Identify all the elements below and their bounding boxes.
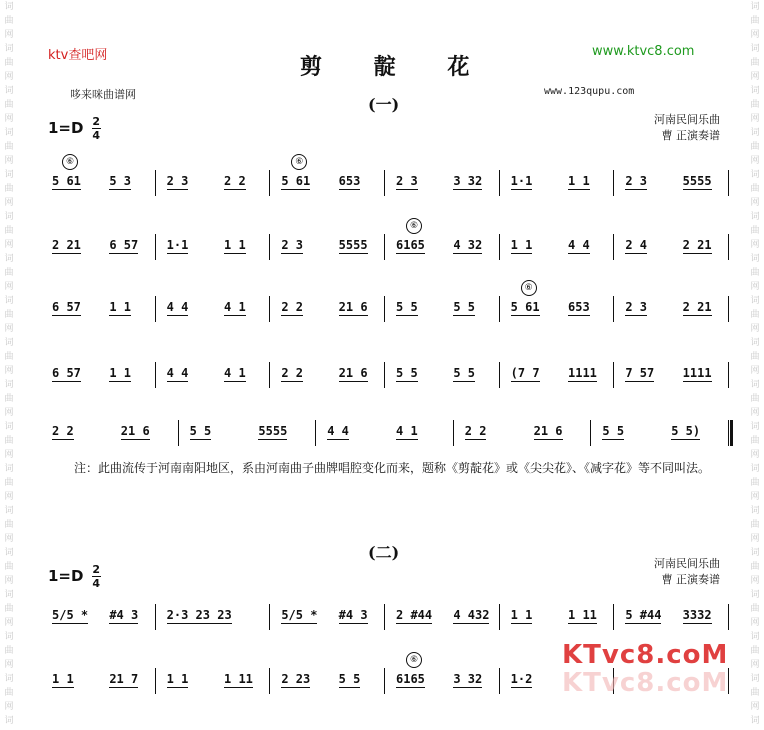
measure-beat: 1 11	[224, 672, 253, 686]
score-row	[46, 362, 734, 388]
measure-beat: 1111	[682, 366, 712, 380]
key-text: 1=D	[48, 119, 84, 137]
measure-beat: 2 3	[166, 174, 189, 188]
side-watermark-char: 曲	[750, 58, 760, 68]
side-watermark-char: 网	[4, 492, 14, 502]
side-watermark-char: 词	[4, 2, 14, 12]
measure-beat: 2 2	[281, 366, 304, 380]
side-watermark-char: 曲	[4, 520, 14, 530]
measure-beat: 6 57	[52, 366, 81, 380]
side-watermark-char: 词	[4, 716, 14, 726]
measure-beat: 653	[568, 300, 590, 314]
side-watermark-char: 网	[4, 618, 14, 628]
measure-beat: 4 4	[327, 424, 349, 438]
measure-beat: 2 #44	[396, 608, 433, 622]
measure-beat: 21 7	[109, 672, 139, 686]
side-watermark-char: 网	[750, 492, 760, 502]
measure-beat: 2 3	[281, 238, 304, 252]
measure-beat: 6 57	[52, 300, 81, 314]
bar-line	[728, 296, 729, 322]
measure-beat: 6 57	[109, 238, 139, 252]
side-watermark-char: 曲	[750, 268, 760, 278]
side-watermark-char: 网	[4, 450, 14, 460]
side-watermark-char: 词	[750, 590, 760, 600]
side-watermark-char: 词	[750, 464, 760, 474]
side-watermark-char: 词	[4, 128, 14, 138]
side-watermark-char: 曲	[750, 100, 760, 110]
measure-beat: 1 11	[568, 608, 597, 622]
bar-line	[155, 362, 156, 388]
side-watermark-char: 网	[750, 450, 760, 460]
credit-origin: 河南民间乐曲	[654, 557, 720, 570]
bar-line	[384, 604, 385, 630]
side-watermark-char: 网	[4, 408, 14, 418]
side-watermark-char: 词	[750, 506, 760, 516]
side-watermark-char: 词	[4, 296, 14, 306]
measure-beat: 5555	[682, 174, 712, 188]
side-watermark-char: 网	[750, 660, 760, 670]
side-watermark-char: 曲	[4, 562, 14, 572]
bar-line	[155, 234, 156, 260]
bar-line	[155, 170, 156, 196]
side-watermark-char: 词	[750, 128, 760, 138]
bar-line	[499, 170, 500, 196]
measure-beat: 1 1	[510, 238, 533, 252]
bar-line	[499, 668, 500, 694]
bar-line	[728, 170, 729, 196]
credit-2	[654, 556, 720, 588]
measure-beat: 5 #44	[625, 608, 662, 622]
bar-line	[178, 420, 179, 446]
side-watermark-char: 词	[4, 254, 14, 264]
side-watermark-char: 网	[750, 702, 760, 712]
side-watermark-char: 曲	[4, 688, 14, 698]
side-watermark-char: 词	[750, 380, 760, 390]
measure-beat: 5 5)	[671, 424, 701, 438]
side-watermark-char: 曲	[750, 394, 760, 404]
site-url: www.123qupu.com	[544, 86, 635, 97]
measure-beat: 4 4	[568, 238, 590, 252]
side-watermark-char: 词	[4, 632, 14, 642]
bar-line	[499, 296, 500, 322]
measure-beat: #4 3	[338, 608, 368, 622]
side-watermark-char: 曲	[750, 436, 760, 446]
side-watermark-char: 网	[4, 240, 14, 250]
side-watermark-char: 网	[750, 282, 760, 292]
side-watermark-char: 网	[4, 114, 14, 124]
side-watermark-char: 词	[4, 212, 14, 222]
site-name: 哆来咪曲谱网	[70, 88, 136, 101]
side-watermark-char: 词	[750, 422, 760, 432]
side-watermark-char: 网	[4, 366, 14, 376]
measure-beat: (7 7	[510, 366, 540, 380]
side-watermark-char: 网	[4, 576, 14, 586]
measure-beat: 3 32	[453, 672, 483, 686]
measure-beat: 653	[338, 174, 361, 188]
side-watermark-char: 网	[750, 198, 760, 208]
side-watermark-char: 曲	[750, 16, 760, 26]
side-watermark-char: 网	[750, 156, 760, 166]
measure-beat: 1 1	[224, 238, 246, 252]
measure-beat: 5 61	[281, 174, 311, 188]
measure-beat: 1 1	[568, 174, 590, 188]
side-watermark-char: 曲	[4, 16, 14, 26]
measure-beat: 1 1	[52, 672, 74, 686]
bar-line	[269, 604, 270, 630]
side-watermark-char: 网	[750, 576, 760, 586]
bar-line	[269, 296, 270, 322]
side-watermark-char: 词	[4, 422, 14, 432]
side-watermark-char: 曲	[750, 352, 760, 362]
score-row	[46, 221, 734, 260]
side-watermark-char: 词	[750, 212, 760, 222]
side-watermark-char: 词	[4, 380, 14, 390]
bar-line	[728, 420, 733, 446]
bar-line	[728, 234, 729, 260]
side-watermark-char: 词	[4, 548, 14, 558]
measure-beat: 3332	[682, 608, 712, 622]
measure-beat: 5 5	[453, 300, 476, 314]
section-label-1: (一)	[368, 95, 400, 114]
side-watermark-char: 曲	[4, 226, 14, 236]
side-watermark-char: 词	[750, 338, 760, 348]
side-watermark-char: 曲	[750, 562, 760, 572]
measure-beat: 2 23	[281, 672, 311, 686]
measure-beat: 21 6	[338, 366, 368, 380]
bar-line	[155, 668, 156, 694]
side-watermark-char: 网	[750, 30, 760, 40]
side-watermark-char: 曲	[750, 142, 760, 152]
score-row	[46, 157, 734, 196]
bar-line	[269, 170, 270, 196]
measure-beat: 4 1	[224, 366, 246, 380]
side-watermark-char: 曲	[4, 646, 14, 656]
meter-bottom: 4	[92, 129, 101, 142]
bar-line	[728, 604, 729, 630]
side-watermark-char: 曲	[4, 268, 14, 278]
measure-beat: 2 2	[52, 424, 74, 438]
side-watermark-char: 网	[4, 72, 14, 82]
side-watermark-char: 曲	[4, 100, 14, 110]
fingering-mark: ⑥	[62, 154, 78, 170]
side-watermark-char: 词	[750, 674, 760, 684]
side-watermark-char: 网	[4, 156, 14, 166]
side-watermark-right	[746, 0, 764, 730]
fingering-mark: ⑥	[406, 218, 422, 234]
side-watermark-char: 曲	[750, 226, 760, 236]
measure-beat: 2·3 23 23	[166, 608, 232, 622]
side-watermark-char: 网	[750, 408, 760, 418]
side-watermark-char: 词	[750, 2, 760, 12]
bar-line	[155, 296, 156, 322]
bar-line	[269, 234, 270, 260]
measure-beat: 5 5	[396, 366, 418, 380]
side-watermark-char: 网	[4, 198, 14, 208]
bar-line	[384, 170, 385, 196]
measure-beat: 1·1	[166, 238, 189, 252]
side-watermark-char: 词	[4, 674, 14, 684]
meter-bottom: 4	[92, 577, 101, 590]
measure-beat: 2 3	[625, 174, 648, 188]
key-text: 1=D	[48, 567, 84, 585]
bar-line	[269, 362, 270, 388]
measure-beat: 21 6	[338, 300, 368, 314]
fingering-mark: ⑥	[406, 652, 422, 668]
bar-line	[384, 296, 385, 322]
side-watermark-char: 网	[4, 534, 14, 544]
side-watermark-char: 词	[750, 632, 760, 642]
measure-beat: 2 4	[625, 238, 648, 252]
measure-beat: 4 432	[453, 608, 490, 622]
measure-beat: 5 3	[109, 174, 132, 188]
measure-beat: 2 2	[224, 174, 246, 188]
watermark-left: ktv查吧网	[48, 48, 108, 63]
measure-beat: 3 32	[453, 174, 483, 188]
side-watermark-char: 词	[750, 716, 760, 726]
side-watermark-char: 词	[4, 86, 14, 96]
side-watermark-char: 词	[750, 548, 760, 558]
measure-beat: 5/5 *	[52, 608, 89, 622]
measure-beat: 1 1	[510, 608, 533, 622]
bar-line	[613, 296, 614, 322]
side-watermark-char: 网	[750, 72, 760, 82]
side-watermark-char: 网	[750, 324, 760, 334]
bar-line	[384, 668, 385, 694]
bar-line	[499, 604, 500, 630]
measure-beat: 6165	[396, 238, 425, 252]
side-watermark-char: 曲	[4, 58, 14, 68]
measure-beat: 5 5	[396, 300, 418, 314]
fingering-mark: ⑥	[291, 154, 307, 170]
measure-beat: 7 57	[625, 366, 655, 380]
bar-line	[384, 362, 385, 388]
time-signature	[92, 564, 101, 589]
side-watermark-char: 曲	[4, 436, 14, 446]
fingering-mark: ⑥	[521, 280, 537, 296]
side-watermark-char: 曲	[4, 352, 14, 362]
measure-beat: 5555	[258, 424, 288, 438]
measure-beat: 2 21	[682, 238, 712, 252]
credit-1	[654, 112, 720, 144]
side-watermark-char: 网	[750, 114, 760, 124]
measure-beat: #4 3	[109, 608, 139, 622]
side-watermark-char: 网	[750, 240, 760, 250]
side-watermark-char: 词	[750, 86, 760, 96]
side-watermark-char: 曲	[4, 478, 14, 488]
measure-beat: 6165	[396, 672, 425, 686]
side-watermark-char: 网	[4, 324, 14, 334]
bar-line	[453, 420, 454, 446]
score-row	[46, 604, 734, 630]
measure-beat: 1 1	[166, 672, 189, 686]
measure-beat: 21 6	[120, 424, 150, 438]
side-watermark-char: 网	[750, 618, 760, 628]
logo-reflection: KTvc8.coM	[562, 668, 729, 698]
side-watermark-char: 曲	[4, 142, 14, 152]
side-watermark-char: 曲	[750, 688, 760, 698]
side-watermark-char: 曲	[750, 646, 760, 656]
measure-beat: 5555	[338, 238, 368, 252]
side-watermark-char: 曲	[750, 520, 760, 530]
measure-beat: 4 4	[166, 366, 189, 380]
measure-beat: 2 21	[682, 300, 712, 314]
side-watermark-char: 网	[4, 30, 14, 40]
bar-line	[499, 362, 500, 388]
side-watermark-char: 曲	[750, 310, 760, 320]
measure-beat: 5 61	[510, 300, 540, 314]
measure-beat: 1 1	[109, 300, 132, 314]
credit-performer: 曹 正演奏谱	[661, 129, 720, 142]
measure-beat: 5 5	[189, 424, 212, 438]
measure-beat: 1111	[568, 366, 597, 380]
side-watermark-char: 网	[4, 702, 14, 712]
side-watermark-char: 词	[750, 296, 760, 306]
credit-performer: 曹 正演奏谱	[661, 573, 720, 586]
side-watermark-char: 词	[4, 44, 14, 54]
side-watermark-char: 曲	[4, 604, 14, 614]
section-label-2: (二)	[368, 543, 400, 562]
footnote: 注：此曲流传于河南南阳地区，系由河南曲子曲牌唱腔变化而来，题称《剪靛花》或《尖尖花》、《减字花》等不同叫法。	[74, 461, 711, 475]
bar-line	[384, 234, 385, 260]
measure-beat: 4 32	[453, 238, 483, 252]
measure-beat: 2 3	[625, 300, 648, 314]
side-watermark-char: 词	[750, 44, 760, 54]
measure-beat: 5 5	[453, 366, 476, 380]
bar-line	[315, 420, 316, 446]
measure-beat: 2 21	[52, 238, 81, 252]
side-watermark-char: 词	[750, 254, 760, 264]
bar-line	[613, 604, 614, 630]
measure-beat: 5 5	[602, 424, 625, 438]
meter-top: 2	[92, 563, 101, 576]
key-signature-1	[48, 116, 101, 141]
measure-beat: 2 2	[464, 424, 487, 438]
bar-line	[269, 668, 270, 694]
side-watermark-char: 曲	[4, 310, 14, 320]
side-watermark-char: 曲	[750, 604, 760, 614]
credit-origin: 河南民间乐曲	[654, 113, 720, 126]
score-row	[46, 420, 734, 446]
bar-line	[499, 234, 500, 260]
measure-beat: 1·2	[510, 672, 533, 686]
measure-beat: 5/5 *	[281, 608, 318, 622]
measure-beat: 5 61	[52, 174, 81, 188]
side-watermark-char: 词	[4, 506, 14, 516]
side-watermark-char: 网	[750, 366, 760, 376]
key-signature-2	[48, 564, 101, 589]
measure-beat: 2 3	[396, 174, 418, 188]
side-watermark-char: 词	[750, 170, 760, 180]
side-watermark-char: 词	[4, 170, 14, 180]
side-watermark-char: 网	[4, 660, 14, 670]
side-watermark-char: 词	[4, 338, 14, 348]
measure-beat: 2 2	[281, 300, 304, 314]
measure-beat: 4 1	[396, 424, 418, 438]
bar-line	[613, 170, 614, 196]
site-logo: KTvc8.coM	[562, 640, 729, 670]
side-watermark-char: 网	[750, 534, 760, 544]
measure-beat: 5 5	[338, 672, 361, 686]
bar-line	[613, 234, 614, 260]
watermark-right: www.ktvc8.com	[592, 44, 695, 59]
side-watermark-char: 网	[4, 282, 14, 292]
bar-line	[613, 362, 614, 388]
side-watermark-left	[0, 0, 18, 730]
side-watermark-char: 曲	[4, 184, 14, 194]
time-signature	[92, 116, 101, 141]
measure-beat: 4 1	[224, 300, 246, 314]
measure-beat: 1 1	[109, 366, 132, 380]
measure-beat: 21 6	[533, 424, 563, 438]
score-row	[46, 283, 734, 322]
side-watermark-char: 曲	[750, 184, 760, 194]
measure-beat: 1·1	[510, 174, 533, 188]
bar-line	[155, 604, 156, 630]
bar-line	[728, 362, 729, 388]
bar-line	[590, 420, 591, 446]
side-watermark-char: 词	[4, 464, 14, 474]
side-watermark-char: 曲	[4, 394, 14, 404]
measure-beat: 4 4	[166, 300, 189, 314]
side-watermark-char: 词	[4, 590, 14, 600]
meter-top: 2	[92, 115, 101, 128]
page-title: 剪 靛 花	[300, 54, 492, 80]
side-watermark-char: 曲	[750, 478, 760, 488]
